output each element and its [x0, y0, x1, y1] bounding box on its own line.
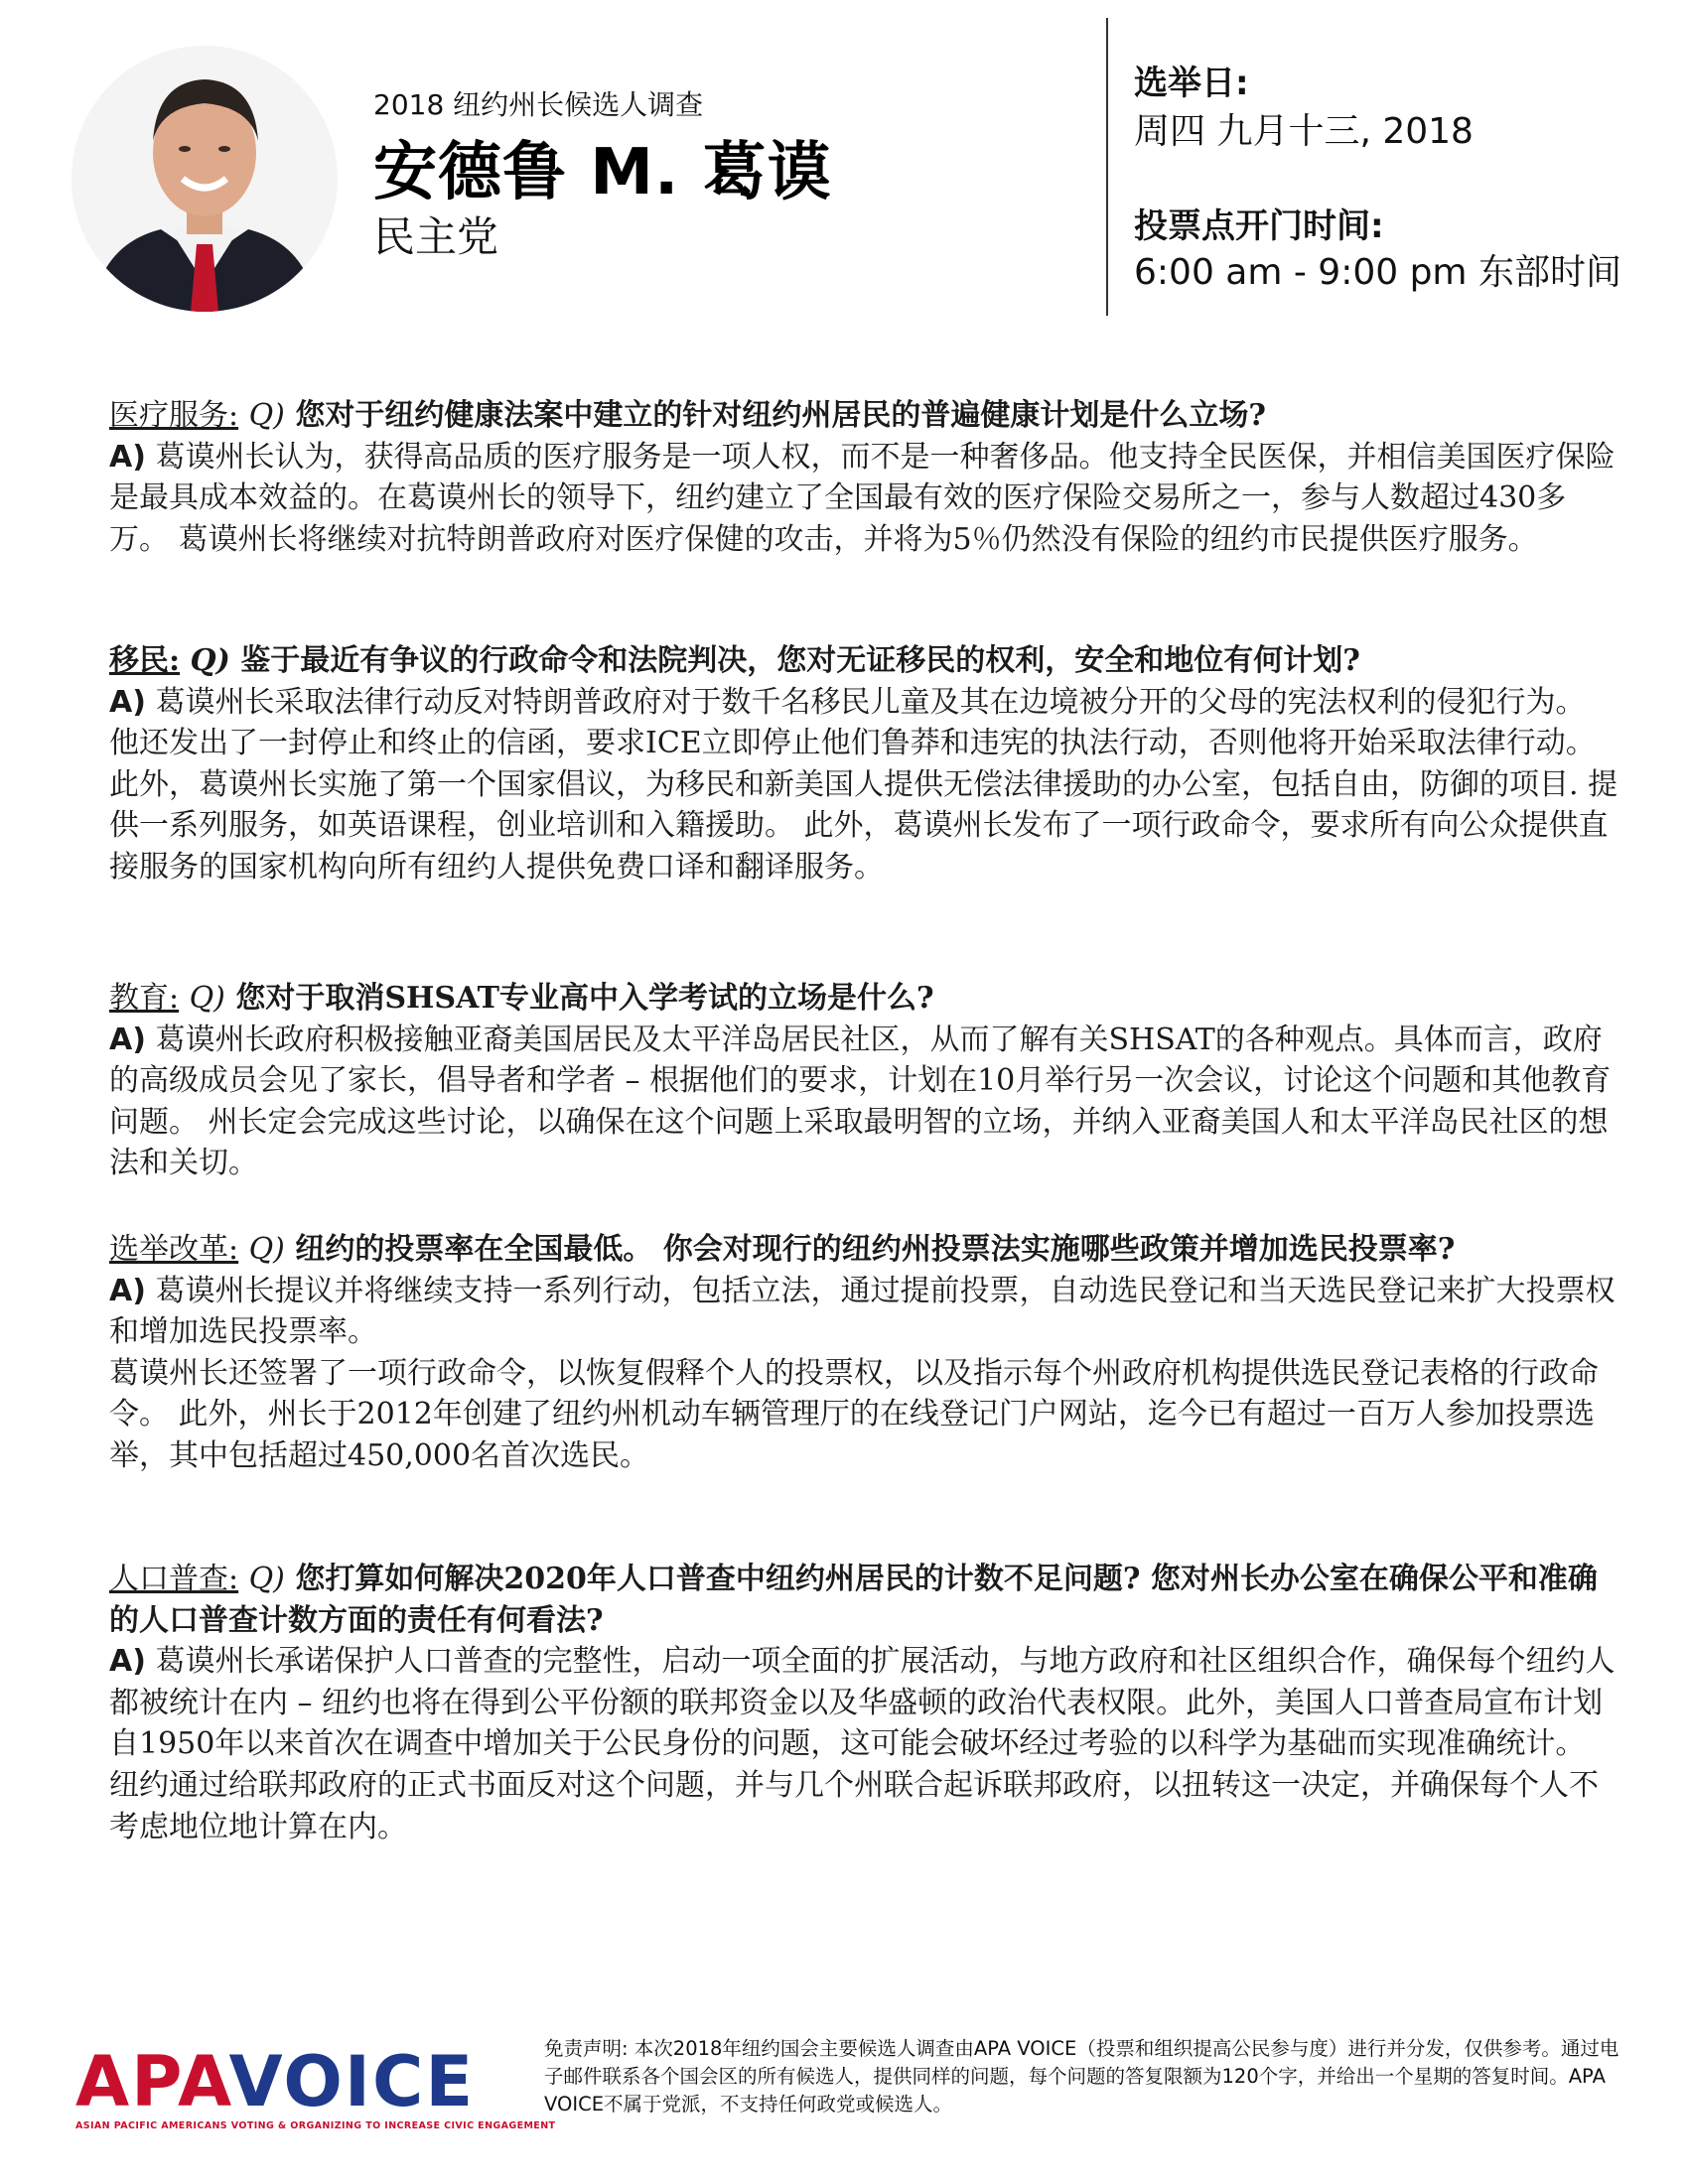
question-text: 您对于纽约健康法案中建立的针对纽约州居民的普遍健康计划是什么立场? [295, 398, 1266, 433]
question [109, 395, 1618, 437]
answer [109, 682, 1618, 888]
answer-marker: A) [109, 439, 146, 475]
question-marker: Q) [248, 1232, 285, 1267]
question [109, 640, 1618, 682]
question-marker: Q) [190, 643, 230, 678]
question [109, 1229, 1618, 1271]
answer [109, 1641, 1618, 1847]
answer [109, 1020, 1618, 1184]
question-marker: Q) [189, 981, 225, 1016]
topic-label: 人口普查: [109, 1562, 239, 1596]
logo-part-voice: VOICE [228, 2041, 476, 2122]
answer-text: 葛谟州长采取法律行动反对特朗普政府对于数千名移民儿童及其在边境被分开的父母的宪法权利的侵犯行为。 他还发出了一封停止和终止的信函，要求ICE立即停止他们鲁莽和违宪的执法行动，否则他将开始采取法律行动。 此外，葛谟州长实施了第一个国家倡议，为移民和新美国人提供无偿法律援助的办公室，包括自由，防御的项目. 提供一系列服务，如英语课程，创业培训和入籍援助。 此外，葛谟州长发布了一项行政命令，要求所有向公众提供直接服务的国家机构向所有纽约人提供免费口译和翻译服务。 [109, 684, 1618, 885]
topic-label: 选举改革: [109, 1232, 239, 1267]
logo-wordmark [75, 2043, 502, 2120]
answer-marker: A) [109, 1644, 146, 1680]
disclaimer [544, 2035, 1636, 2118]
question [109, 978, 1618, 1020]
candidate-name: 安德鲁 M. 葛谟 [373, 136, 832, 209]
answer-marker: A) [109, 1022, 146, 1057]
qa-section-education [109, 978, 1618, 1184]
answer-text: 葛谟州长认为，获得高品质的医疗服务是一项人权，而不是一种奢侈品。他支持全民医保，并相信美国医疗保险是最具成本效益的。在葛谟州长的领导下，纽约建立了全国最有效的医疗保险交易所之一，参与人数超过430多万。 葛谟州长将继续对抗特朗普政府对医疗保健的攻击，并将为5％仍然没有保险的纽约市民提供医疗服务。 [109, 439, 1616, 557]
apavoice-logo [75, 2041, 556, 2131]
qa-section-census [109, 1559, 1618, 1847]
topic-label: 移民: [109, 643, 181, 678]
qa-section-election-reform [109, 1229, 1618, 1477]
question-marker: Q) [248, 1562, 285, 1596]
answer-text: 葛谟州长还签署了一项行政命令，以恢复假释个人的投票权，以及指示每个州政府机构提供选民登记表格的行政命令。 此外，州长于2012年创建了纽约州机动车辆管理厅的在线登记门户网站，迄今已有超过一百万人参加投票选举，其中包括超过450,000名首次选民。 [109, 1355, 1599, 1473]
topic-label: 教育: [109, 981, 180, 1016]
answer-text: 葛谟州长政府积极接触亚裔美国居民及太平洋岛居民社区，从而了解有关SHSAT的各种观点。具体而言，政府的高级成员会见了家长，倡导者和学者 – 根据他们的要求，计划在10月举行另一次会议，讨论这个问题和其他教育问题。 州长定会完成这些讨论，以确保在这个问题上采取最明智的立场，并纳入亚裔美国人和太平洋岛民社区的想法和关切。 [109, 1022, 1612, 1181]
logo-tagline: ASIAN PACIFIC AMERICANS VOTING & ORGANIZING TO INCREASE CIVIC ENGAGEMENT [75, 2120, 556, 2131]
polls-open-value: 6:00 am - 9:00 pm 东部时间 [1134, 252, 1621, 293]
answer [109, 1271, 1618, 1353]
candidate-portrait [71, 46, 338, 312]
question [109, 1559, 1618, 1641]
question-text: 您对于取消SHSAT专业高中入学考试的立场是什么? [235, 981, 934, 1016]
answer-continued [109, 1353, 1618, 1477]
polls-open-label: 投票点开门时间: [1134, 206, 1384, 246]
disclaimer-text: 本次2018年纽约国会主要候选人调查由APA VOICE（投票和组织提高公民参与度）进行并分发，仅供参考。通过电子邮件联系各个国会区的所有候选人，提供同样的问题，每个问题的答复限额为120个字，并给出一个星期的答复时间。APA VOICE不属于党派，不支持任何政党或候选人。 [544, 2037, 1619, 2116]
election-day-label: 选举日: [1134, 64, 1249, 103]
logo-part-apa: APA [75, 2041, 229, 2122]
question-text: 您打算如何解决2020年人口普查中纽约州居民的计数不足问题? 您对州长办公室在确保公平和准确的人口普查计数方面的责任有何看法? [109, 1562, 1598, 1638]
answer-marker: A) [109, 1273, 146, 1308]
answer-text: 葛谟州长提议并将继续支持一系列行动，包括立法，通过提前投票，自动选民登记和当天选民登记来扩大投票权和增加选民投票率。 [109, 1273, 1616, 1350]
qa-section-immigration [109, 640, 1618, 888]
answer-text: 葛谟州长承诺保护人口普查的完整性，启动一项全面的扩展活动，与地方政府和社区组织合作，确保每个纽约人都被统计在内 – 纽约也将在得到公平份额的联邦资金以及华盛顿的政治代表权限。此外，美国人口普查局宣布计划自1950年以来首次在调查中增加关于公民身份的问题，这可能会破坏经过考验的以科学为基础而实现准确统计。 纽约通过给联邦政府的正式书面反对这个问题，并与几个州联合起诉联邦政府，以扭转这一决定，并确保每个人不考虑地位地计算在内。 [109, 1644, 1616, 1844]
question-text: 纽约的投票率在全国最低。 你会对现行的纽约州投票法实施哪些政策并增加选民投票率? [295, 1232, 1456, 1267]
question-text: 鉴于最近有争议的行政命令和法院判决，您对无证移民的权利，安全和地位有何计划? [240, 643, 1360, 678]
header-divider [1106, 18, 1108, 316]
disclaimer-label: 免责声明: [544, 2037, 629, 2060]
answer-marker: A) [109, 684, 146, 720]
election-day-value: 周四 九月十三, 2018 [1134, 111, 1474, 152]
topic-label: 医疗服务: [109, 398, 239, 433]
answer [109, 437, 1618, 561]
question-marker: Q) [248, 398, 285, 433]
party-affiliation: 民主党 [373, 212, 499, 261]
qa-section-healthcare [109, 395, 1618, 560]
survey-title: 2018 纽约州长候选人调查 [373, 88, 704, 121]
